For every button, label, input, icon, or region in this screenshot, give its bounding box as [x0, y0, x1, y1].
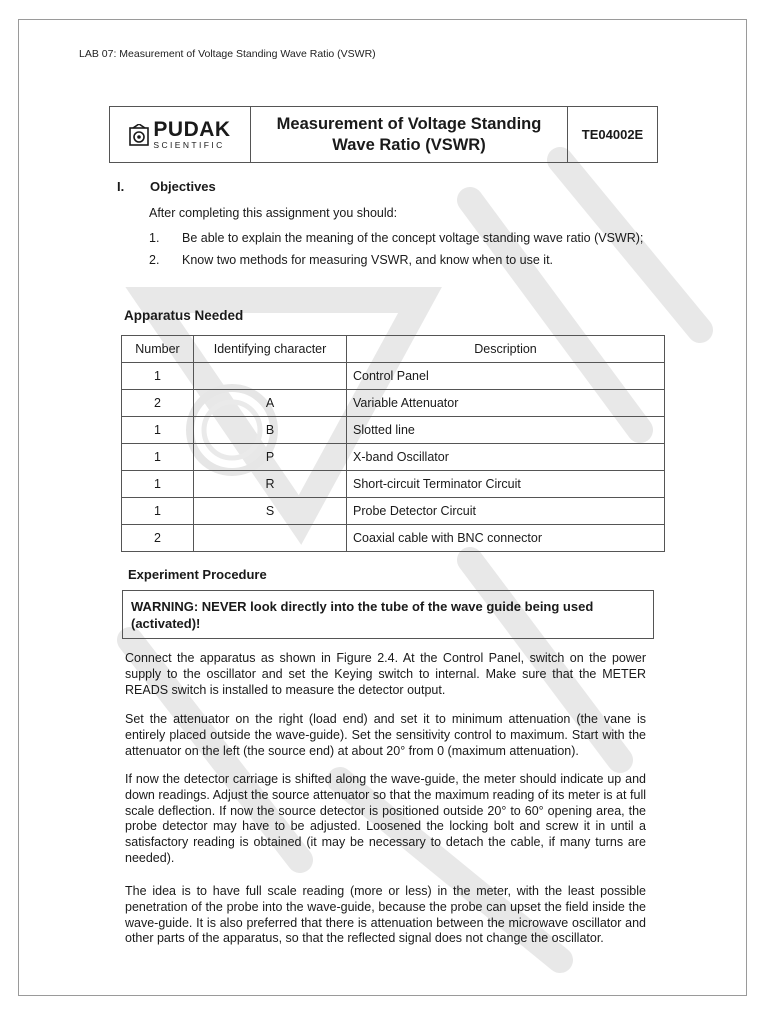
cell-char: B	[194, 417, 347, 444]
objectives-heading	[117, 179, 216, 194]
objectives-intro: After completing this assignment you should:	[149, 206, 398, 220]
cell-char	[194, 363, 347, 390]
objective-item	[149, 230, 669, 246]
cell-char: R	[194, 471, 347, 498]
cell-number: 2	[122, 390, 194, 417]
objective-text: Be able to explain the meaning of the concept voltage standing wave ratio (VSWR);	[182, 231, 644, 245]
cell-number: 2	[122, 525, 194, 552]
objective-number: 1.	[149, 231, 160, 245]
logo-word: PUDAK	[153, 118, 231, 142]
logo-subtitle: SCIENTIFIC	[153, 140, 225, 151]
running-head: LAB 07: Measurement of Voltage Standing Wave Ratio (VSWR)	[79, 48, 376, 60]
cell-description: Probe Detector Circuit	[347, 498, 665, 525]
cell-description: Short-circuit Terminator Circuit	[347, 471, 665, 498]
objectives-list	[149, 230, 669, 274]
objective-text: Know two methods for measuring VSWR, and know when to use it.	[182, 253, 554, 267]
title-line-1: Measurement of Voltage Standing	[276, 114, 542, 133]
cell-description: Slotted line	[347, 417, 665, 444]
procedure-heading: Experiment Procedure	[128, 567, 267, 582]
apparatus-table	[121, 335, 665, 552]
cell-char	[194, 525, 347, 552]
table-row	[122, 525, 665, 552]
title-line-2: Wave Ratio (VSWR)	[332, 135, 486, 154]
table-row	[122, 390, 665, 417]
cell-number: 1	[122, 363, 194, 390]
table-row	[122, 471, 665, 498]
pudak-emblem-icon	[129, 124, 149, 146]
section-title: Objectives	[150, 179, 216, 194]
procedure-paragraph: If now the detector carriage is shifted along the wave-guide, the meter should indicate up and down readings. Adjust the source attenuator so that the maximum reading of its meter is at full scale deflection. If now the source detector is positioned outside 20° to 60° opening area, the probe detector may have to be adjusted. Loosened the locking bolt and screw it in until a satisfactory reading is obtained (it may be necessary to detach the cable, if many turns are needed).	[125, 772, 646, 865]
objective-number: 2.	[149, 253, 160, 267]
table-header-row	[122, 336, 665, 363]
procedure-paragraph: The idea is to have full scale reading (more or less) in the meter, with the least possible penetration of the probe into the wave-guide, because the probe can upset the field inside the wave-guide. It is also preferred that there is attenuation between the microwave oscillator and other parts of the apparatus, so that the reflected signal does not change the oscillator.	[125, 884, 646, 946]
column-header: Description	[347, 336, 665, 363]
cell-number: 1	[122, 444, 194, 471]
cell-number: 1	[122, 471, 194, 498]
cell-char: S	[194, 498, 347, 525]
procedure-paragraph: Set the attenuator on the right (load end) and set it to minimum attenuation (the vane is entirely placed outside the wave-guide). Set the sensitivity control to maximum. Start with the attenuator on the left (the source end) at about 20° from 0 (maximum attenuation).	[125, 712, 646, 758]
table-row	[122, 498, 665, 525]
section-number: I.	[117, 179, 125, 194]
table-row	[122, 444, 665, 471]
cell-number: 1	[122, 498, 194, 525]
procedure-paragraph: Connect the apparatus as shown in Figure 2.4. At the Control Panel, switch on the power supply to the oscillator and set the Keying switch to internal. Make sure that the METER READS switch is installed to measure the detector output.	[125, 651, 646, 697]
objective-item	[149, 252, 669, 268]
cell-description: Variable Attenuator	[347, 390, 665, 417]
cell-char: A	[194, 390, 347, 417]
table-row	[122, 417, 665, 444]
cell-description: Control Panel	[347, 363, 665, 390]
logo-cell	[110, 107, 251, 163]
document-header	[109, 106, 658, 163]
cell-number: 1	[122, 417, 194, 444]
document-title	[251, 107, 568, 163]
cell-description: X-band Oscillator	[347, 444, 665, 471]
apparatus-heading: Apparatus Needed	[124, 308, 244, 323]
document-code: TE04002E	[568, 107, 658, 163]
company-logo	[110, 107, 250, 162]
cell-description: Coaxial cable with BNC connector	[347, 525, 665, 552]
cell-char: P	[194, 444, 347, 471]
warning-box: WARNING: NEVER look directly into the tube of the wave guide being used (activated)!	[122, 590, 654, 639]
column-header: Number	[122, 336, 194, 363]
column-header: Identifying character	[194, 336, 347, 363]
table-row	[122, 363, 665, 390]
